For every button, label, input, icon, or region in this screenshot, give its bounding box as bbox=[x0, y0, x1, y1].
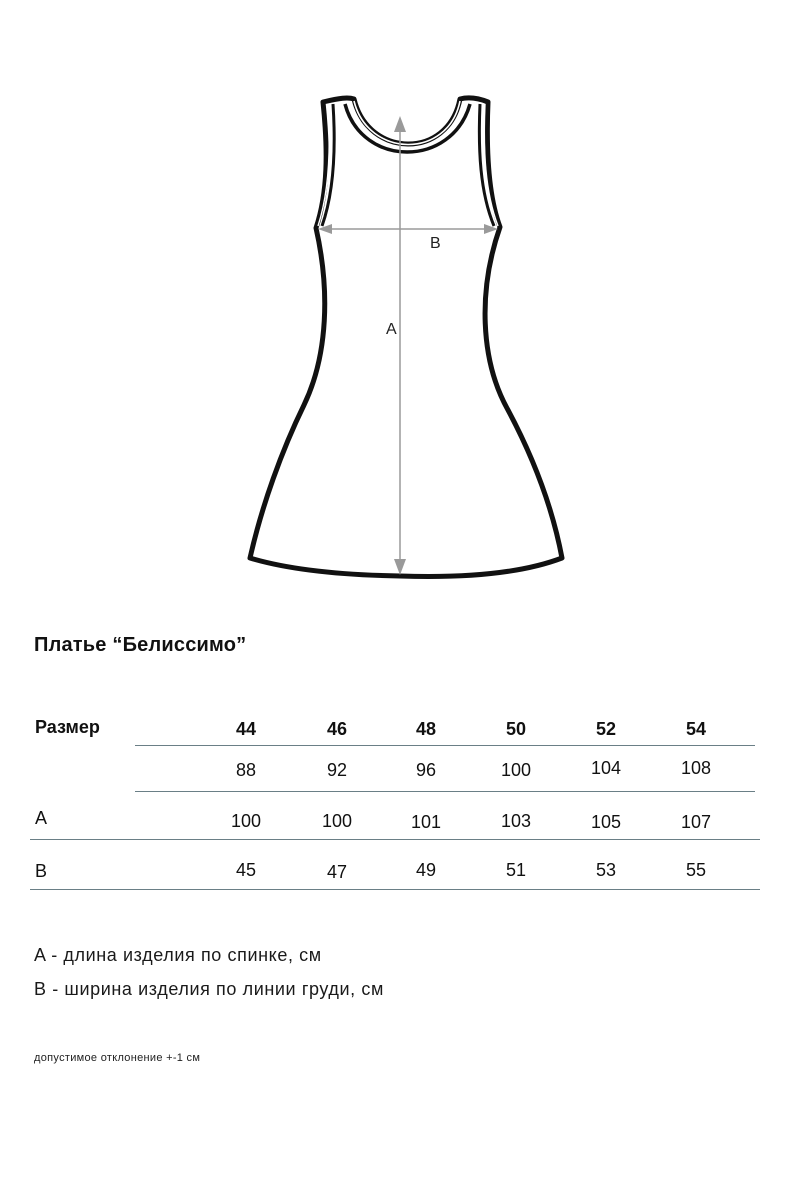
table-divider bbox=[135, 745, 755, 746]
table-cell: 45 bbox=[235, 860, 257, 880]
size-header-label: Размер bbox=[35, 717, 100, 737]
table-cell: 49 bbox=[415, 860, 437, 880]
measurement-a-label: A bbox=[386, 321, 397, 338]
legend-a: A - длина изделия по спинке, см bbox=[34, 945, 322, 965]
measurement-b-arrow bbox=[318, 224, 498, 234]
product-title: Платье “Белиссимо” bbox=[34, 634, 247, 656]
chest-cell: 96 bbox=[415, 760, 437, 780]
table-cell: 105 bbox=[590, 812, 622, 832]
table-cell: 55 bbox=[685, 860, 707, 880]
table-cell: 51 bbox=[505, 860, 527, 880]
chest-cell: 108 bbox=[680, 758, 712, 778]
row-label-b: B bbox=[35, 861, 48, 881]
table-cell: 103 bbox=[500, 811, 532, 831]
dress-outline bbox=[250, 98, 562, 576]
table-divider bbox=[30, 889, 760, 890]
size-table bbox=[0, 700, 800, 900]
size-cell: 52 bbox=[595, 719, 617, 739]
table-cell: 47 bbox=[326, 862, 348, 882]
table-cell: 53 bbox=[595, 860, 617, 880]
size-cell: 50 bbox=[505, 719, 527, 739]
table-cell: 100 bbox=[230, 811, 262, 831]
chest-cell: 92 bbox=[326, 760, 348, 780]
size-cell: 54 bbox=[685, 719, 707, 739]
chest-cell: 100 bbox=[500, 760, 532, 780]
table-cell: 100 bbox=[321, 811, 353, 831]
table-divider bbox=[30, 839, 760, 840]
table-cell: 107 bbox=[680, 812, 712, 832]
chest-cell: 88 bbox=[235, 760, 257, 780]
table-divider bbox=[135, 791, 755, 792]
size-cell: 46 bbox=[326, 719, 348, 739]
tolerance-note: допустимое отклонение +-1 см bbox=[34, 1052, 201, 1064]
row-label-a: A bbox=[35, 808, 48, 828]
size-cell: 44 bbox=[235, 719, 257, 739]
size-cell: 48 bbox=[415, 719, 437, 739]
table-cell: 101 bbox=[410, 812, 442, 832]
legend-b: B - ширина изделия по линии груди, см bbox=[34, 979, 384, 999]
measurement-b-label: B bbox=[430, 235, 441, 252]
chest-cell: 104 bbox=[590, 758, 622, 778]
measurement-a-arrow bbox=[394, 116, 406, 575]
